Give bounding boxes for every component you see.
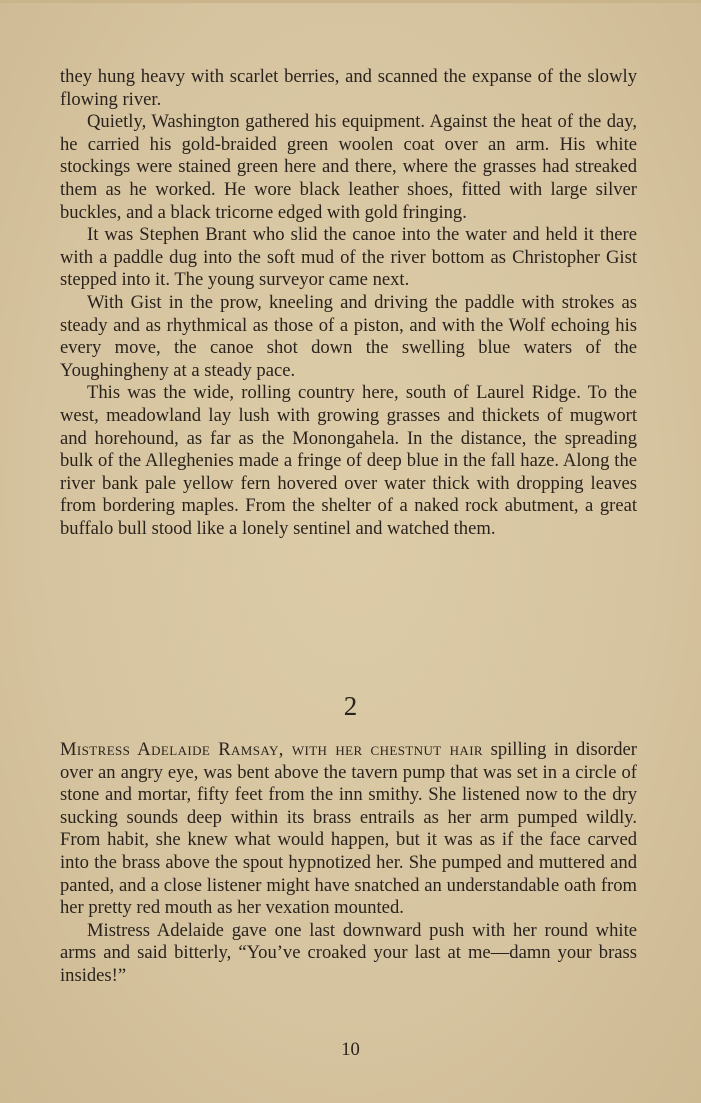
chapter-2-text (60, 739, 637, 988)
paragraph: This was the wide, rolling country here, south of Laurel Ridge. To the west, meadowland lay lush with growing grasses and thickets of mugwort and horehound, as far as the Monongahela. In the distance, the spreading bulk of the Alleghenies made a fringe of deep blue in the fall haze. Along the river bank pale yellow fern hovered over water thick with dropping leaves from bordering maples. From the shelter of a naked rock abutment, a great buffalo bull stood like a lonely sentinel and watched them. (60, 382, 637, 539)
page-number: 10 (341, 1039, 360, 1060)
paragraph: Mistress Adelaide gave one last downward push with her round white arms and said bitterly, “You’ve croaked your last at me—damn your brass insides!” (60, 919, 637, 986)
paragraph: Quietly, Washington gathered his equipment. Against the heat of the day, he carried his gold-braided green woolen coat over an arm. His white stockings were stained green here and there, where the grasses had streaked them as he worked. He wore black leather shoes, fitted with large silver buckles, and a black tricorne edged with gold fringing. (60, 111, 637, 223)
paragraph: It was Stephen Brant who slid the canoe into the water and held it there with a paddle dug into the soft mud of the river bottom as Christopher Gist stepped into it. The young surveyor came next. (60, 224, 637, 291)
chapter-opening-paragraph (60, 739, 637, 920)
chapter-number: 2 (343, 691, 358, 721)
paragraph: they hung heavy with scarlet berries, and scanned the expanse of the slowly flowing river. (60, 66, 637, 110)
chapter-1-ending (60, 66, 637, 540)
chapter-opening-rest: spilling in disorder over an angry eye, was bent above the tavern pump that was set in a circle of stone and mortar, fifty feet from the inn smithy. She listened now to the dry sucking sounds deep within its brass entrails as her arm pumped wildly. From habit, she knew what would happen, but it was as if the face carved into the brass above the spout hypnotized her. She pumped and muttered and panted, and a close listener might have snatched an understandable oath from her pretty red mouth as her vexation mounted. (60, 739, 637, 919)
page-top-edge (0, 0, 701, 3)
paragraph: With Gist in the prow, kneeling and driving the paddle with strokes as steady and as rhythmical as those of a piston, and with the Wolf echoing his every move, the canoe shot down the swelling blue waters of the Youghingheny at a steady pace. (60, 291, 637, 381)
chapter-opening-smallcaps: Mistress Adelaide Ramsay, with her chestnut hair (60, 739, 484, 760)
